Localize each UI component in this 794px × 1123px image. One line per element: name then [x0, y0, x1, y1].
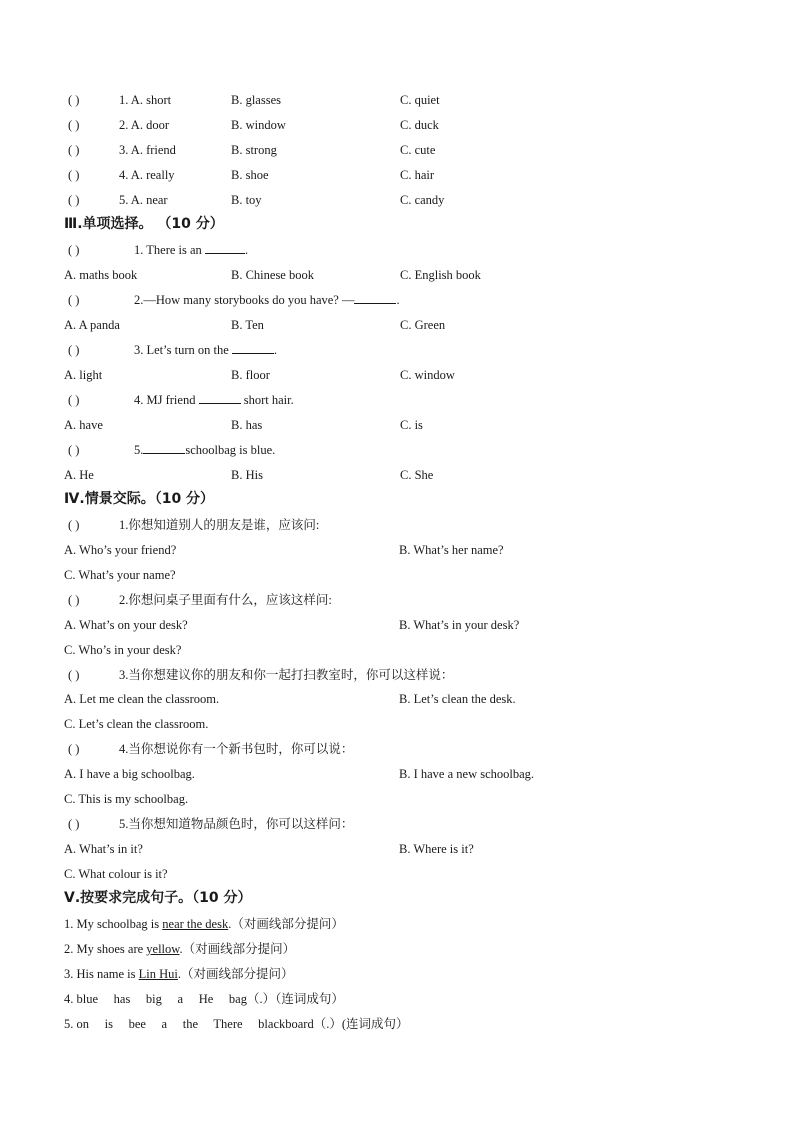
question-end: . [244, 243, 249, 257]
question-text: 5. [134, 443, 144, 457]
option-c: C. This is my schoolbag. [64, 792, 189, 806]
sentence-5: 5. on is bee a the There blackboard（.）(连词成句） [64, 1017, 409, 1031]
sentence-instruction: .（对画线部分提问） [179, 942, 296, 956]
question-end: . [396, 293, 400, 307]
answer-paren[interactable]: ( ) [68, 817, 80, 831]
answer-paren[interactable]: ( ) [68, 118, 80, 132]
sentence-instruction: .（对画线部分提问） [177, 967, 294, 981]
sentence-text: 1. My schoolbag is [64, 917, 163, 931]
option-a: A. A panda [64, 318, 120, 332]
question-end: . [273, 343, 278, 357]
answer-paren[interactable]: ( ) [68, 593, 80, 607]
fill-blank[interactable] [232, 342, 274, 354]
option-c: C. candy [400, 193, 445, 207]
answer-paren[interactable]: ( ) [68, 93, 80, 107]
sentence-4: 4. blue has big a He bag（.）（连词成句） [64, 992, 344, 1006]
option-a: 3. A. friend [119, 143, 176, 157]
option-b: B. floor [231, 368, 270, 382]
option-c: C. What’s your name? [64, 568, 176, 582]
option-c: C. is [400, 418, 423, 432]
section-4-heading: Ⅳ.情景交际。（10 分） [64, 491, 215, 507]
option-a: A. Let me clean the classroom. [64, 692, 220, 706]
option-b: B. What’s in your desk? [399, 618, 520, 632]
question-end: short hair. [240, 393, 294, 407]
sentence-text: 2. My shoes are [64, 942, 147, 956]
question-text: 2.你想问桌子里面有什么，应该这样问: [119, 593, 332, 607]
option-b: B. glasses [231, 93, 281, 107]
option-b: B. strong [231, 143, 277, 157]
question-text: 1.你想知道别人的朋友是谁，应该问: [119, 518, 320, 532]
answer-paren[interactable]: ( ) [68, 742, 80, 756]
underlined-part: yellow [146, 942, 180, 956]
option-b: B. Where is it? [399, 842, 474, 856]
fill-blank[interactable] [205, 242, 245, 254]
option-b: B. has [231, 418, 263, 432]
option-c: C. Let’s clean the classroom. [64, 717, 209, 731]
option-a: A. maths book [64, 268, 138, 282]
section-3-heading: Ⅲ.单项选择。 （10 分） [64, 216, 224, 232]
sentence-instruction: .（对画线部分提问） [228, 917, 344, 931]
answer-paren[interactable]: ( ) [68, 293, 80, 307]
option-a: A. light [64, 368, 103, 382]
option-a: A. What’s in it? [64, 842, 143, 856]
option-c: C. duck [400, 118, 439, 132]
sentence-3 [64, 966, 294, 982]
option-b: B. His [231, 468, 263, 482]
option-a: A. What’s on your desk? [64, 618, 188, 632]
sentence-text: 3. His name is [64, 967, 139, 981]
question-text: 5.当你想知道物品颜色时，你可以这样问： [119, 817, 354, 831]
option-a: A. He [64, 468, 94, 482]
underlined-part: Lin Hui [138, 967, 178, 981]
option-c: C. She [400, 468, 434, 482]
answer-paren[interactable]: ( ) [68, 668, 80, 682]
question-text: 3.当你想建议你的朋友和你一起打扫教室时，你可以这样说： [119, 668, 454, 682]
option-a: A. I have a big schoolbag. [64, 767, 195, 781]
option-b: B. What’s her name? [399, 543, 504, 557]
option-a: 1. A. short [119, 93, 172, 107]
answer-paren[interactable]: ( ) [68, 443, 80, 457]
answer-paren[interactable]: ( ) [68, 518, 80, 532]
option-a: 2. A. door [119, 118, 169, 132]
option-b: B. shoe [231, 168, 269, 182]
option-c: C. hair [400, 168, 435, 182]
question-text: 4. MJ friend [134, 393, 196, 407]
option-b: B. Let’s clean the desk. [399, 692, 516, 706]
section-5-heading: Ⅴ.按要求完成句子。（10 分） [64, 890, 252, 906]
option-c: C. English book [400, 268, 481, 282]
option-b: B. Ten [231, 318, 264, 332]
sentence-2 [64, 941, 295, 957]
answer-paren[interactable]: ( ) [68, 343, 80, 357]
question-text: 2.—How many storybooks do you have? — [134, 293, 355, 307]
fill-blank[interactable] [143, 442, 185, 454]
fill-blank[interactable] [199, 392, 241, 404]
answer-paren[interactable]: ( ) [68, 393, 80, 407]
question-text: 1. There is an [134, 243, 202, 257]
question-text: 3. Let’s turn on the [134, 343, 229, 357]
question-end: schoolbag is blue. [185, 443, 276, 457]
answer-paren[interactable]: ( ) [68, 143, 80, 157]
option-b: B. I have a new schoolbag. [399, 767, 535, 781]
option-c: C. cute [400, 143, 436, 157]
answer-paren[interactable]: ( ) [68, 168, 80, 182]
answer-paren[interactable]: ( ) [68, 243, 80, 257]
option-b: B. toy [231, 193, 262, 207]
option-c: C. Green [400, 318, 446, 332]
option-a: A. Who’s your friend? [64, 543, 177, 557]
option-c: C. Who’s in your desk? [64, 643, 182, 657]
option-c: C. What colour is it? [64, 867, 168, 881]
option-a: A. have [64, 418, 103, 432]
option-a: 4. A. really [119, 168, 175, 182]
option-b: B. window [231, 118, 286, 132]
answer-paren[interactable]: ( ) [68, 193, 80, 207]
option-b: B. Chinese book [231, 268, 314, 282]
sentence-1 [64, 916, 344, 932]
fill-blank[interactable] [354, 292, 396, 304]
option-c: C. window [400, 368, 455, 382]
option-c: C. quiet [400, 93, 440, 107]
question-text: 4.当你想说你有一个新书包时，你可以说： [119, 742, 354, 756]
underlined-part: near the desk [162, 917, 229, 931]
option-a: 5. A. near [119, 193, 168, 207]
